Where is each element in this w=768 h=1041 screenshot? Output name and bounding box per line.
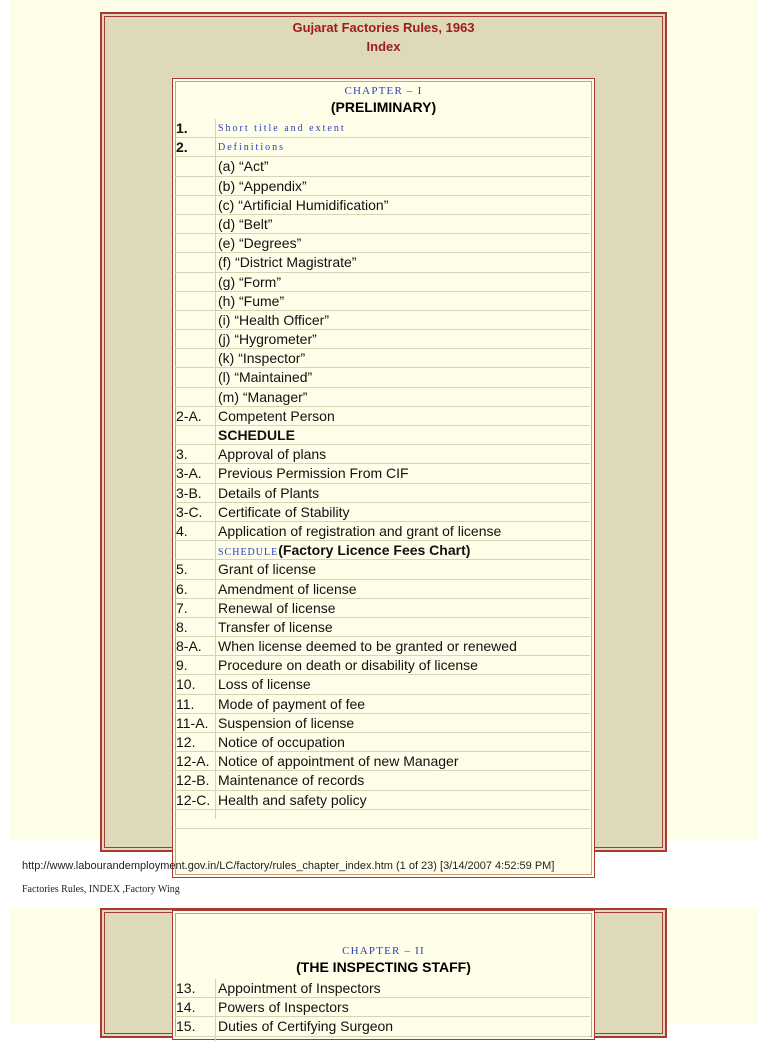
rule-number: 3-B. (176, 484, 202, 501)
rule-title[interactable]: Powers of Inspectors (218, 999, 349, 1016)
rule-title: (d) “Belt” (218, 215, 273, 232)
rule-title[interactable]: Amendment of license (218, 580, 357, 597)
pdf-page-1 (10, 0, 758, 840)
rule-title[interactable]: Notice of occupation (218, 734, 345, 750)
chapter-title: (THE INSPECTING STAFF) (296, 959, 471, 975)
footer-url: http://www.labourandemployment.gov.in/LC/factory/rules_chapter_index.htm (1 of 23) [3/14/2007 4:52:59 PM] (22, 860, 555, 872)
schedule-link[interactable]: SCHEDULE (218, 547, 279, 559)
index-row[interactable] (175, 618, 590, 637)
rule-title[interactable]: Short title and extent (218, 123, 346, 134)
rule-number: 2. (176, 139, 188, 156)
pdf-page-2 (10, 908, 758, 1035)
index-row (175, 273, 590, 292)
rule-title[interactable]: Maintenance of records (218, 772, 365, 789)
rule-title[interactable]: Procedure on death or disability of license (218, 657, 478, 674)
rule-title: (l) “Maintained” (218, 369, 313, 386)
rule-title[interactable]: Previous Permission From CIF (218, 465, 409, 482)
rule-title[interactable]: Approval of plans (218, 446, 327, 463)
rule-number: 9. (176, 657, 188, 674)
rule-number: 10. (176, 676, 196, 693)
index-row[interactable] (175, 560, 590, 579)
rule-title[interactable]: Details of Plants (218, 484, 320, 501)
rule-number: 1. (176, 120, 188, 136)
chapter-2-table (172, 910, 595, 1040)
index-row[interactable] (175, 484, 590, 503)
rule-title[interactable]: Competent Person (218, 407, 335, 424)
index-row[interactable] (175, 791, 590, 810)
rule-number: 5. (176, 561, 188, 578)
index-row[interactable] (175, 656, 590, 675)
index-row[interactable] (175, 407, 590, 426)
index-frame-2 (100, 908, 667, 1038)
chapter-title: (PRELIMINARY) (330, 99, 437, 115)
index-frame (100, 12, 667, 852)
index-row (175, 388, 590, 407)
rule-number: 11-A. (176, 714, 209, 731)
chapter-label: CHAPTER – I (344, 85, 423, 97)
index-row (175, 541, 590, 560)
document-title: Gujarat Factories Rules, 1963 (292, 20, 475, 35)
index-row[interactable] (175, 979, 590, 998)
index-row[interactable] (175, 733, 590, 752)
index-row (175, 253, 590, 272)
index-row[interactable] (175, 119, 590, 138)
rule-number: 6. (176, 580, 188, 597)
index-row (175, 157, 590, 176)
index-row (175, 330, 590, 349)
index-row (175, 215, 590, 234)
rule-number: 2-A. (176, 407, 202, 424)
rule-number: 15. (176, 1018, 196, 1035)
rule-title: (f) “District Magistrate” (218, 254, 357, 271)
rule-title[interactable]: Appointment of Inspectors (218, 980, 381, 996)
rule-title[interactable]: Suspension of license (218, 714, 355, 731)
rule-title: (k) “Inspector” (218, 350, 306, 367)
rule-number: 3-C. (176, 503, 203, 520)
schedule-description: (Factory Licence Fees Chart) (278, 542, 471, 559)
index-row[interactable] (175, 771, 590, 790)
rule-title: (h) “Fume” (218, 292, 285, 309)
rule-title[interactable]: Definitions (218, 142, 285, 154)
rule-number: 3-A. (176, 465, 202, 482)
rule-title: (m) “Manager” (218, 388, 308, 405)
rule-title[interactable]: Notice of appointment of new Manager (218, 753, 459, 770)
index-row[interactable] (175, 580, 590, 599)
rule-title[interactable]: Health and safety policy (218, 791, 367, 808)
rule-title[interactable]: Application of registration and grant of license (218, 522, 502, 539)
rule-number: 13. (176, 980, 196, 996)
rule-number: 14. (176, 999, 196, 1016)
rule-title[interactable]: Grant of license (218, 561, 317, 578)
index-row[interactable] (175, 637, 590, 656)
index-row[interactable] (175, 998, 590, 1017)
document-subtitle: Index (366, 39, 401, 54)
index-rows (175, 979, 590, 1037)
index-row[interactable] (175, 599, 590, 618)
rule-title[interactable]: Renewal of license (218, 599, 336, 616)
index-rows (175, 119, 590, 829)
footer-title: Factories Rules, INDEX ,Factory Wing (22, 884, 180, 895)
rule-number: 12-B. (176, 772, 210, 789)
index-row (175, 196, 590, 215)
rule-title: SCHEDULE (218, 427, 296, 443)
index-row[interactable] (175, 503, 590, 522)
index-row (175, 349, 590, 368)
index-row[interactable] (175, 752, 590, 771)
rule-number: 3. (176, 446, 188, 463)
index-row (175, 292, 590, 311)
rule-title: (a) “Act” (218, 158, 269, 175)
rule-title: (b) “Appendix” (218, 177, 307, 194)
rule-title: (j) “Hygrometer” (218, 331, 317, 348)
rule-number: 8. (176, 618, 188, 635)
rule-title[interactable]: Duties of Certifying Surgeon (218, 1018, 394, 1035)
index-row (175, 368, 590, 387)
chapter-label: CHAPTER – II (342, 945, 425, 957)
index-row (175, 311, 590, 330)
rule-number: 12-C. (176, 791, 211, 808)
rule-number: 8-A. (176, 638, 202, 655)
index-row (175, 426, 590, 445)
rule-title: (g) “Form” (218, 273, 281, 290)
rule-title: (e) “Degrees” (218, 235, 302, 252)
rule-title[interactable]: Mode of payment of fee (218, 695, 366, 712)
rule-number: 11. (176, 695, 195, 712)
rule-number: 7. (176, 599, 188, 616)
rule-title: (c) “Artificial Humidification” (218, 196, 389, 213)
rule-title (218, 542, 590, 558)
rule-title[interactable]: Loss of license (218, 676, 311, 693)
rule-title[interactable]: Transfer of license (218, 618, 333, 635)
index-row[interactable] (175, 138, 590, 157)
index-row[interactable] (175, 464, 590, 483)
rule-title[interactable]: Certificate of Stability (218, 503, 350, 520)
index-row (175, 810, 590, 829)
rule-number: 4. (176, 522, 188, 539)
rule-title[interactable]: When license deemed to be granted or renewed (218, 638, 517, 655)
rule-number: 12-A. (176, 753, 210, 770)
index-row (175, 234, 590, 253)
index-row[interactable] (175, 522, 590, 541)
rule-title: (i) “Health Officer” (218, 311, 329, 328)
index-row[interactable] (175, 675, 590, 694)
rule-number: 12. (176, 734, 196, 750)
chapter-1-table (172, 78, 595, 878)
index-row[interactable] (175, 714, 590, 733)
index-row[interactable] (175, 445, 590, 464)
index-row (175, 177, 590, 196)
index-row[interactable] (175, 695, 590, 714)
index-row[interactable] (175, 1017, 590, 1036)
